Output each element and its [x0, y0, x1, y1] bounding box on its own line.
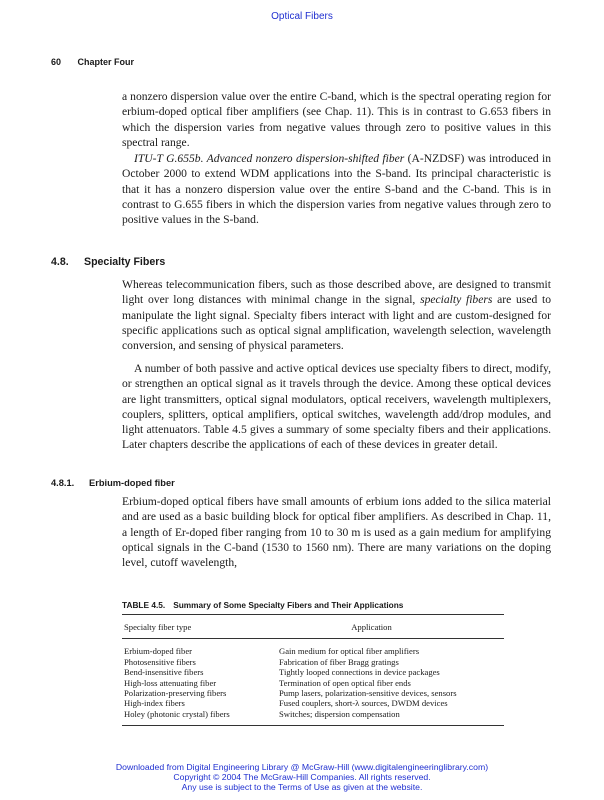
subsection-number: 4.8.1.	[51, 478, 75, 488]
application-cell: Switches; dispersion compensation	[279, 708, 400, 719]
running-head	[51, 57, 134, 67]
footer-download-link[interactable]: Downloaded from Digital Engineering Library @ McGraw-Hill (www.digitalengineeringlibrary.com)	[115, 762, 489, 772]
section-heading	[51, 256, 165, 268]
column-header-application: Application	[351, 622, 392, 632]
paragraph-5: Erbium-doped optical fibers have small amounts of erbium ions added to the silica material and are used as a basic building block for optical fiber amplifiers. As described in Chap. 11, a length of Er-doped fiber ranging from 10 to 30 m is used as a gain medium for amplifying optical signals in the C-band (1530 to 1560 nm). There are many variations on the doping level, cutoff wavelength,	[122, 495, 551, 569]
paragraph-2-italic: ITU-T G.655b. Advanced nonzero dispersion-shifted fiber	[134, 152, 405, 165]
fiber-type-cell: Erbium-doped fiber	[124, 646, 193, 657]
section-number: 4.8.	[51, 256, 69, 268]
table-row	[122, 657, 504, 667]
table-row	[122, 646, 504, 656]
section-title: Specialty Fibers	[84, 256, 166, 268]
paragraph-3-a: Whereas telecommunication fibers, such as those described above, are designed to transmit light over long distances with minimal change in the signal,	[122, 278, 551, 307]
table-caption	[122, 600, 403, 610]
paragraph-3	[122, 277, 551, 353]
footer	[0, 762, 604, 792]
subsection-title: Erbium-doped fiber	[89, 478, 175, 488]
column-header-type: Specialty fiber type	[124, 622, 192, 632]
application-cell: Gain medium for optical fiber amplifiers	[279, 646, 420, 657]
paragraph-3-b: are used to manipulate the light signal. Specialty fibers interact with light and are custom-designed for specific applications such as optical signal amplification, wavelength selection, wavelength conversion, and sensing of physical parameters.	[122, 293, 551, 352]
paragraph-2	[122, 151, 551, 227]
table-row	[122, 688, 504, 698]
application-cell: Tightly looped connections in device packages	[279, 667, 440, 678]
footer-terms[interactable]: Any use is subject to the Terms of Use as given at the website.	[181, 782, 423, 792]
application-cell: Fused couplers, short-λ sources, DWDM devices	[279, 698, 448, 709]
table-row	[122, 678, 504, 688]
table-title: Summary of Some Specialty Fibers and Their Applications	[173, 600, 404, 610]
page-number: 60	[51, 57, 62, 67]
table-label: TABLE 4.5.	[122, 600, 166, 610]
table-row	[122, 709, 504, 719]
application-cell: Fabrication of fiber Bragg gratings	[279, 656, 399, 667]
table-header-row	[122, 615, 504, 639]
fiber-type-cell: Polarization-preserving fibers	[124, 688, 227, 699]
chapter-label: Chapter Four	[77, 57, 135, 67]
application-cell: Pump lasers, polarization-sensitive devices, sensors	[279, 688, 457, 699]
table-body	[122, 639, 504, 725]
fiber-type-cell: High-index fibers	[124, 698, 185, 709]
footer-copyright[interactable]: Copyright © 2004 The McGraw-Hill Companies. All rights reserved.	[173, 772, 431, 782]
fiber-type-cell: Photosensitive fibers	[124, 656, 196, 667]
paragraph-3-italic: specialty fibers	[420, 293, 493, 307]
fiber-type-cell: High-loss attenuating fiber	[124, 677, 217, 688]
specialty-fiber-table	[122, 614, 504, 726]
paragraph-1: a nonzero dispersion value over the entire C-band, which is the spectral operating region for erbium-doped optical fiber amplifiers (see Chap. 11). This is in contrast to G.653 fibers in which the dispersion varies from negative values through zero to positive values in this spectral range.	[122, 90, 551, 149]
table-row	[122, 667, 504, 677]
fiber-type-cell: Holey (photonic crystal) fibers	[124, 708, 230, 719]
table-row	[122, 698, 504, 708]
paragraph-4: A number of both passive and active optical devices use specialty fibers to direct, modify, or strengthen an optical signal as it travels through the device. Among these optical devices are light transmitters, optical signal modulators, optical receivers, wavelength multiplexers, couplers, splitters, optical amplifiers, optical switches, wavelength add/drop modules, and light attenuators. Table 4.5 gives a summary of some specialty fibers and their applications. Later chapters describe the applications of each of these devices in greater detail.	[122, 362, 551, 452]
subsection-heading	[51, 478, 175, 488]
header-link[interactable]: Optical Fibers	[271, 11, 333, 22]
application-cell: Termination of open optical fiber ends	[279, 677, 411, 688]
paragraph-2-rest: (A-NZDSF) was introduced in October 2000 to extend WDM applications into the S-band. Its principal characteristic is that it has a nonzero dispersion value over the entire S-band and the C-band. This is in contrast to G.655 fibers in which the dispersion varies from negative values through zero to positive values in the S-band.	[122, 152, 551, 226]
fiber-type-cell: Bend-insensitive fibers	[124, 667, 204, 678]
